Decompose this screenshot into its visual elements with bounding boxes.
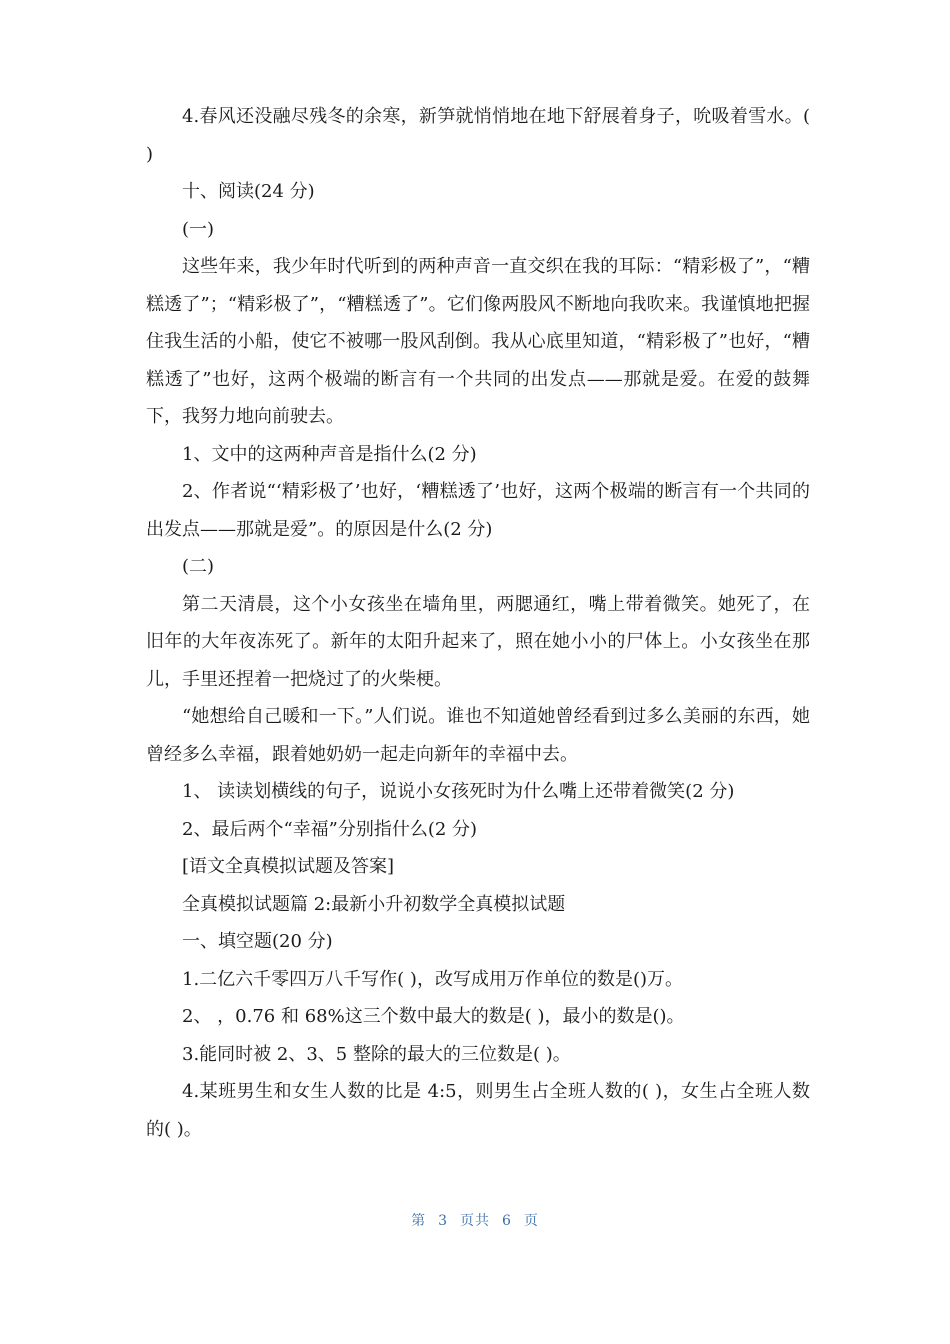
question: 3.能同时被 2、3、5 整除的最大的三位数是( )。 — [182, 1043, 571, 1065]
section-heading: 一、填空题(20 分) — [182, 931, 333, 952]
section-heading: 十、阅读(24 分) — [182, 181, 315, 202]
footer-suffix: 页 — [523, 1213, 539, 1229]
subsection-heading: (一) — [182, 218, 215, 240]
footer-prefix: 第 — [411, 1213, 427, 1229]
question: 1.二亿六千零四万八千写作( )，改写成用万作单位的数是()万。 — [182, 968, 683, 990]
footer-middle: 页共 — [460, 1213, 490, 1229]
question: 1、 读读划横线的句子，说说小女孩死时为什么嘴上还带着微笑(2 分) — [182, 781, 735, 802]
question: 1、文中的这两种声音是指什么(2 分) — [182, 443, 477, 465]
paragraph: 这些年来，我少年时代听到的两种声音一直交织在我的耳际：“精彩极了”，“糟糕透了”；“精彩极了”，“糟糕透了”。它们像两股风不断地向我吹来。我谨慎地把握住我生活的小船，使它不被哪一股风刮倒。我从心底里知道，“精彩极了”也好，“糟糕透了”也好，这两个极端的断言有一个共同的出发点——那就是爱。在爱的鼓舞下，我努力地向前驶去。 — [146, 256, 810, 427]
paragraph: 第二天清晨，这个小女孩坐在墙角里，两腮通红，嘴上带着微笑。她死了，在旧年的大年夜冻死了。新年的太阳升起来了，照在她小小的尸体上。小女孩坐在那儿，手里还捏着一把烧过了的火柴梗。 — [146, 593, 810, 690]
question: 2、 ，0.76 和 68%这三个数中最大的数是( )，最小的数是()。 — [182, 1006, 685, 1027]
footer-total-pages: 6 — [502, 1213, 512, 1229]
paragraph: “她想给自己暖和一下。”人们说。谁也不知道她曾经看到过多么美丽的东西，她曾经多么幸福，跟着她奶奶一起走向新年的幸福中去。 — [146, 706, 810, 765]
footer-current-page: 3 — [438, 1213, 448, 1229]
section-link-label: [语文全真模拟试题及答案] — [182, 856, 395, 877]
page-footer — [0, 1210, 950, 1230]
article-title: 全真模拟试题篇 2:最新小升初数学全真模拟试题 — [182, 893, 566, 915]
subsection-heading: (二) — [182, 556, 215, 577]
question: 2、最后两个“幸福”分别指什么(2 分) — [182, 818, 478, 840]
document-body — [146, 98, 810, 1148]
question: 4.某班男生和女生人数的比是 4:5，则男生占全班人数的( )，女生占全班人数的( )。 — [146, 1081, 810, 1140]
question: 2、作者说“‘精彩极了’也好，‘糟糕透了’也好，这两个极端的断言有一个共同的出发点——那就是爱”。的原因是什么(2 分) — [146, 481, 810, 540]
paragraph: 4.春风还没融尽残冬的余寒，新笋就悄悄地在地下舒展着身子，吮吸着雪水。( ) — [146, 106, 810, 165]
